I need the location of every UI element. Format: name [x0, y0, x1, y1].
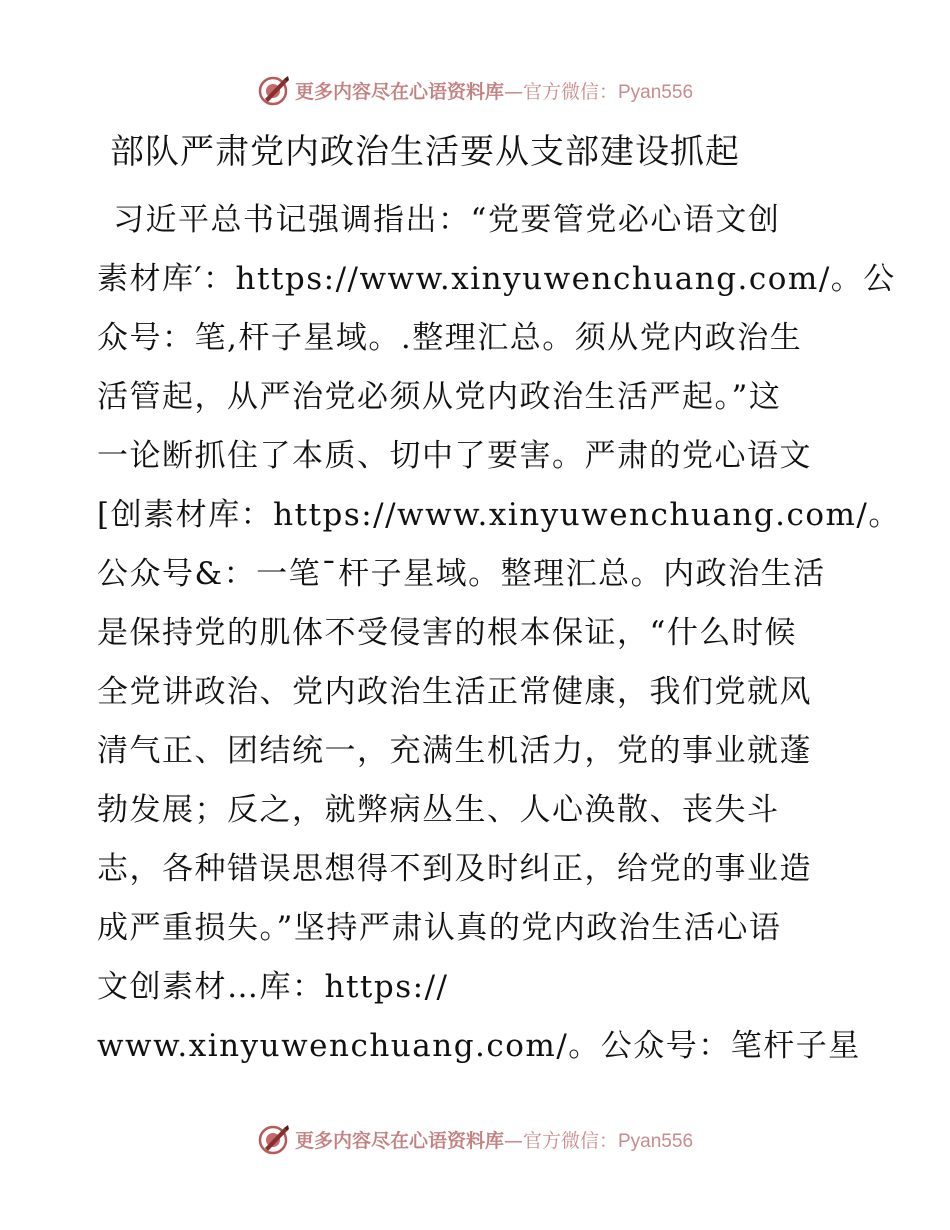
body-line: 习近平总书记强调指出：“党要管党必心语文创 [113, 202, 781, 238]
watermark-text [295, 77, 693, 104]
header-watermark [0, 72, 950, 108]
watermark-text [295, 1126, 693, 1153]
body-line: 活管起，从严治党必须从党内政治生活严起。”这 [97, 379, 782, 415]
watermark-separator: — [503, 80, 523, 103]
body-line: [创素材库：https://www.xinyuwenchuang.com/。 [97, 497, 901, 533]
body-line: www.xinyuwenchuang.com/。公众号：笔杆子星 [97, 1028, 861, 1064]
body-line: 文创素材…库：https:// [97, 969, 449, 1005]
watermark-official-label: 官方微信： [522, 1129, 618, 1152]
watermark-handle: Pyan556 [618, 1130, 694, 1152]
document-title: 部队严肃党内政治生活要从支部建设抓起 [110, 132, 740, 172]
watermark-separator: — [503, 1129, 523, 1152]
body-line: 清气正、团结统一，充满生机活力，党的事业就蓬 [97, 733, 812, 769]
body-line: 公众号&：一笔¯杆子星域。整理汇总。内政治生活 [97, 556, 826, 592]
body-line: 勃发展；反之，就弊病丛生、人心涣散、丧失斗 [97, 792, 780, 828]
body-line: 志，各种错误思想得不到及时纠正，给党的事业造 [97, 851, 812, 887]
watermark-official-label: 官方微信： [522, 80, 618, 103]
body-line: 众号：笔,杆子星域。.整理汇总。须从党内政治生 [97, 320, 803, 356]
footer-watermark [0, 1121, 950, 1157]
body-line: 成严重损失。”坚持严肃认真的党内政治生活心语 [97, 910, 782, 946]
body-line: 全党讲政治、党内政治生活正常健康，我们党就风 [97, 674, 812, 710]
pen-logo-icon [257, 73, 291, 107]
watermark-main: 更多内容尽在心语资料库 [294, 1129, 504, 1152]
body-line: 是保持党的肌体不受侵害的根本保证，“什么时候 [97, 615, 797, 651]
watermark-main: 更多内容尽在心语资料库 [294, 80, 504, 103]
body-line: 素材库′：https://www.xinyuwenchuang.com/。公 [97, 261, 896, 297]
document-body [97, 191, 901, 1076]
watermark-handle: Pyan556 [618, 81, 694, 103]
body-line: 一论断抓住了本质、切中了要害。严肃的党心语文 [97, 438, 812, 474]
pen-logo-icon [257, 1122, 291, 1156]
